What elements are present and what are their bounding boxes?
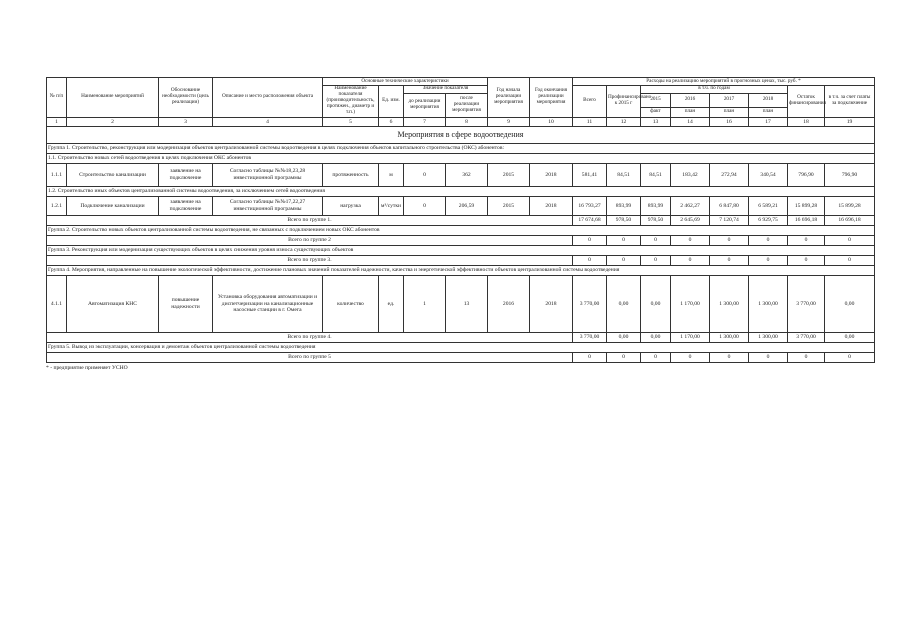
cell-year-start: 2015	[488, 163, 530, 186]
col-year-end-header: Год окончания реализации мероприятия	[530, 78, 573, 118]
cell-financed: 893,99	[607, 196, 641, 215]
cell-2015: 0,00	[641, 275, 671, 332]
group-1-title-row	[47, 143, 875, 153]
total-cell: 0	[573, 352, 607, 362]
cell-incl-fee: 796,90	[825, 163, 875, 186]
col-name-header: Наименование мероприятий	[67, 78, 159, 118]
cell-unit: м	[379, 163, 404, 186]
by-years-header: в т.ч. по годам	[641, 85, 788, 93]
cell-before: 0	[404, 196, 446, 215]
total-cell: 17 674,68	[573, 215, 607, 225]
column-number: 4	[213, 117, 323, 126]
cell-incl-fee: 0,00	[825, 275, 875, 332]
group-5-title: Группа 5. Вывод из эксплуатации, консервация и демонтаж объектов централизованной системы водоотведения	[47, 342, 875, 352]
column-number: 3	[159, 117, 213, 126]
cell-before: 1	[404, 275, 446, 332]
group-3-total-row	[47, 255, 875, 265]
cell-remaining: 3 770,00	[788, 275, 825, 332]
total-cell: 0	[641, 352, 671, 362]
cell-unit: ед.	[379, 275, 404, 332]
cell-no: 4.1.1	[47, 275, 67, 332]
table-row	[47, 163, 875, 186]
column-number: 5	[323, 117, 379, 126]
total-cell: 0,00	[607, 332, 641, 342]
header-row-1	[47, 78, 875, 86]
total-cell: 0	[825, 235, 875, 245]
cell-justification: заявление на подключение	[159, 196, 213, 215]
group-4-total-label: Всего по группе 4.	[47, 332, 573, 342]
cell-2015: 893,99	[641, 196, 671, 215]
cell-2018: 340,54	[749, 163, 788, 186]
group-5-total-row	[47, 352, 875, 362]
cell-indicator: количество	[323, 275, 379, 332]
column-number: 7	[404, 117, 446, 126]
total-cell: 978,50	[607, 215, 641, 225]
column-number: 18	[788, 117, 825, 126]
total-cell: 1 300,00	[749, 332, 788, 342]
group-2-total-row	[47, 235, 875, 245]
cell-after: 206,59	[446, 196, 488, 215]
expenses-header: Расходы на реализацию мероприятий в прогнозных ценах, тыс. руб. *	[573, 78, 875, 86]
column-number: 6	[379, 117, 404, 126]
column-number: 10	[530, 117, 573, 126]
total-cell: 2 645,69	[671, 215, 710, 225]
col-total-header: Всего	[573, 85, 607, 117]
total-cell: 0	[607, 255, 641, 265]
cell-indicator: нагрузка	[323, 196, 379, 215]
col-after-header: после реализации мероприятия	[446, 93, 488, 117]
column-number: 19	[825, 117, 875, 126]
group-3-title-row	[47, 245, 875, 255]
total-cell: 0,00	[641, 332, 671, 342]
column-number: 2	[67, 117, 159, 126]
cell-2018: 6 589,21	[749, 196, 788, 215]
total-cell: 0	[749, 255, 788, 265]
cell-year-end: 2018	[530, 275, 573, 332]
cell-description: Согласно таблицы №№18,23,28 инвестиционной программы	[213, 163, 323, 186]
col-indicator-header: Наименование показателя (производительность, протяжен., диаметр и т.п.)	[323, 85, 379, 117]
total-cell: 0	[671, 352, 710, 362]
cell-total: 581,41	[573, 163, 607, 186]
col-2017-sub: план	[710, 107, 749, 117]
footnote: * - предприятие применяет УСНО	[46, 364, 128, 371]
total-cell: 0	[825, 255, 875, 265]
column-number: 14	[671, 117, 710, 126]
column-number: 16	[710, 117, 749, 126]
cell-financed: 84,51	[607, 163, 641, 186]
total-cell: 1 300,00	[710, 332, 749, 342]
cell-year-end: 2018	[530, 163, 573, 186]
total-cell: 0	[788, 235, 825, 245]
cell-after: 13	[446, 275, 488, 332]
cell-description: Установка оборудования автоматизации и диспетчеризации на канализационные насосные станции в г. Омега	[213, 275, 323, 332]
column-number: 9	[488, 117, 530, 126]
col-2018-header: 2018	[749, 93, 788, 107]
col-financed-header: Профинансировано к 2015 г	[607, 85, 641, 117]
cell-remaining: 15 899,28	[788, 196, 825, 215]
cell-before: 0	[404, 163, 446, 186]
group-4-total-row	[47, 332, 875, 342]
section-title-row	[47, 126, 875, 143]
cell-2015: 84,51	[641, 163, 671, 186]
total-cell: 978,50	[641, 215, 671, 225]
total-cell: 16 696,18	[788, 215, 825, 225]
total-cell: 0	[607, 352, 641, 362]
group-5-title-row	[47, 342, 875, 352]
column-number: 12	[607, 117, 641, 126]
total-cell: 0	[710, 255, 749, 265]
group-5-total-label: Всего по группе 5	[47, 352, 573, 362]
total-cell: 0	[825, 352, 875, 362]
total-cell: 0	[573, 255, 607, 265]
total-cell: 0	[573, 235, 607, 245]
total-cell: 0	[710, 352, 749, 362]
total-cell: 0	[788, 352, 825, 362]
col-2017-header: 2017	[710, 93, 749, 107]
col-remaining-header: Остаток финансирования	[788, 85, 825, 117]
cell-name: Автоматизация КНС	[67, 275, 159, 332]
total-cell: 0	[749, 352, 788, 362]
tech-characteristics-header: Основные технические характеристики	[323, 78, 488, 86]
column-number: 8	[446, 117, 488, 126]
cell-indicator: протяженность	[323, 163, 379, 186]
cell-remaining: 796,90	[788, 163, 825, 186]
col-unit-header: Ед. изм.	[379, 85, 404, 117]
cell-2017: 6 847,80	[710, 196, 749, 215]
total-cell: 0	[788, 255, 825, 265]
col-before-header: до реализации мероприятия	[404, 93, 446, 117]
group-4-title-row	[47, 265, 875, 275]
cell-year-start: 2015	[488, 196, 530, 215]
subgroup-1-2-row	[47, 186, 875, 196]
col-2016-header: 2016	[671, 93, 710, 107]
indicator-value-header: Значение показателя	[404, 85, 488, 93]
total-cell: 0	[710, 235, 749, 245]
group-4-title: Группа 4. Мероприятия, направленные на повышение экологической эффективности, достижение плановых значений показателей надежности, качества и энергетической эффективности объектов централизованной системы водоотведения	[47, 265, 875, 275]
col-description-header: Описание и место расположения объекта	[213, 78, 323, 118]
col-2015-header: 2015	[641, 93, 671, 107]
section-title: Мероприятия в сфере водоотведения	[47, 126, 875, 143]
group-2-title-row	[47, 225, 875, 235]
col-2015-sub: факт	[641, 107, 671, 117]
cell-no: 1.1.1	[47, 163, 67, 186]
cell-justification: заявление на подключение	[159, 163, 213, 186]
table-row	[47, 196, 875, 215]
group-1-total-label: Всего по группе 1.	[47, 215, 573, 225]
group-3-total-label: Всего по группе 3.	[47, 255, 573, 265]
total-cell: 1 170,00	[671, 332, 710, 342]
total-cell: 0	[749, 235, 788, 245]
cell-2017: 272,94	[710, 163, 749, 186]
column-numbers-row	[47, 117, 875, 126]
group-1-total-row	[47, 215, 875, 225]
cell-2016: 183,42	[671, 163, 710, 186]
col-year-start-header: Год начала реализации мероприятия	[488, 78, 530, 118]
column-number: 1	[47, 117, 67, 126]
column-number: 13	[641, 117, 671, 126]
cell-2018: 1 300,00	[749, 275, 788, 332]
total-cell: 0	[607, 235, 641, 245]
measures-table	[46, 77, 875, 363]
cell-year-start: 2016	[488, 275, 530, 332]
table-row	[47, 275, 875, 332]
total-cell: 7 120,74	[710, 215, 749, 225]
total-cell: 3 770,00	[573, 332, 607, 342]
col-justification-header: Обоснование необходимости (цель реализации)	[159, 78, 213, 118]
cell-2017: 1 300,00	[710, 275, 749, 332]
cell-financed: 0,00	[607, 275, 641, 332]
total-cell: 0	[671, 255, 710, 265]
group-1-title: Группа 1. Строительство, реконструкция или модернизация объектов централизованной системы водоотведения в целях подключения объектов капитального строительства (ОКС) абонентов:	[47, 143, 875, 153]
column-number: 11	[573, 117, 607, 126]
subgroup-1-1-title: 1.1. Строительство новых сетей водоотведения в целях подключения ОКС абонентов	[47, 153, 875, 163]
cell-description: Согласно таблицы №№17,22,27 инвестиционной программы	[213, 196, 323, 215]
total-cell: 3 770,00	[788, 332, 825, 342]
subgroup-1-1-row	[47, 153, 875, 163]
total-cell: 0,00	[825, 332, 875, 342]
total-cell: 6 929,75	[749, 215, 788, 225]
column-number: 17	[749, 117, 788, 126]
col-incl-fee-header: в т.ч. за счет платы за подключение	[825, 85, 875, 117]
cell-total: 3 770,00	[573, 275, 607, 332]
group-2-total-label: Всего по группе 2	[47, 235, 573, 245]
cell-name: Строительство канализации	[67, 163, 159, 186]
group-3-title: Группа 3. Реконструкция или модернизация существующих объектов в целях снижения уровня износа существующих объектов	[47, 245, 875, 255]
cell-2016: 2 462,27	[671, 196, 710, 215]
col-2018-sub: план	[749, 107, 788, 117]
investment-program-table-sheet	[46, 77, 874, 371]
subgroup-1-2-title: 1.2. Строительство иных объектов централизованной системы водоотведения, за исключением сетей водоотведения	[47, 186, 875, 196]
total-cell: 0	[641, 235, 671, 245]
total-cell: 16 696,18	[825, 215, 875, 225]
cell-name: Подключение канализации	[67, 196, 159, 215]
cell-2016: 1 170,00	[671, 275, 710, 332]
cell-no: 1.2.1	[47, 196, 67, 215]
col-2016-sub: план	[671, 107, 710, 117]
total-cell: 0	[641, 255, 671, 265]
cell-incl-fee: 15 899,28	[825, 196, 875, 215]
total-cell: 0	[671, 235, 710, 245]
cell-total: 16 793,27	[573, 196, 607, 215]
cell-justification: повышение надежности	[159, 275, 213, 332]
cell-after: 362	[446, 163, 488, 186]
col-no-header: № п/п	[47, 78, 67, 118]
group-2-title: Группа 2. Строительство новых объектов централизованной системы водоотведения, не связанных с подключением новых ОКС абонентов	[47, 225, 875, 235]
cell-year-end: 2018	[530, 196, 573, 215]
cell-unit: м³/сутки	[379, 196, 404, 215]
